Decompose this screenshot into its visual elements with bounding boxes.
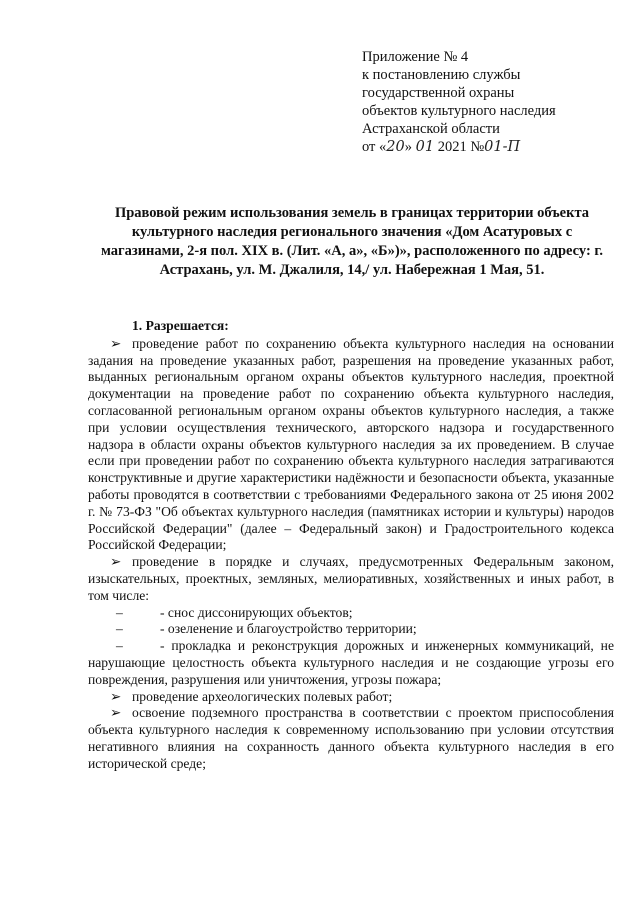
section-heading: 1. Разрешается: [132, 318, 229, 333]
date-year: 2021 № [434, 139, 485, 155]
dash-bullet-icon: – [116, 621, 123, 637]
document-number-handwritten: 01-П [484, 139, 521, 155]
appendix-line: объектов культурного наследия [362, 103, 556, 119]
date-prefix: от « [362, 139, 387, 155]
appendix-block [362, 48, 632, 156]
list-item [88, 689, 614, 706]
date-mid: » [404, 139, 416, 155]
list-item [88, 705, 614, 772]
appendix-line: государственной охраны [362, 85, 515, 101]
sub-list-item-text: - снос диссонирующих объектов; [160, 604, 353, 620]
dash-bullet-icon: – [116, 604, 123, 620]
list-item-text: проведение археологических полевых работ; [132, 688, 393, 704]
document-body [88, 318, 614, 773]
appendix-date-line [362, 138, 632, 156]
appendix-line: к постановлению службы [362, 67, 521, 83]
list-item-text: проведение работ по сохранению объекта культурного наследия на основании задания на проведение указанных работ, разрешения на проведение указанных работ, выданных региональным органом охраны объектов культурного наследия, проектной документации на проведение работ по сохранению объекта культурного наследия, согласованной региональным органом охраны объектов культурного наследия, а также при условии осуществления технического, авторского надзора и государственного надзора в области охраны объектов культурного наследия за их проведением. В случае если при проведении работ по сохранению объекта культурного наследия затрагиваются конструктивные и другие характеристики надёжности и безопасности объекта, указанные работы проводятся в соответствии с требованиями Федерального закона от 25 июня 2002 г. № 73-ФЗ "Об объектах культурного наследия (памятниках истории и культуры) народов Российской Федерации" (далее – Федеральный закон) и Градостроительного кодекса Российской Федерации; [88, 335, 614, 553]
sub-list-item [88, 638, 614, 688]
arrow-bullet-icon: ➢ [110, 554, 122, 570]
sub-list-item-text: - прокладка и реконструкция дорожных и инженерных коммуникаций, не нарушающие целостность объекта культурного наследия и не создающие угрозы его повреждения, разрушения или уничтожения, угрозы пожара; [88, 638, 614, 687]
list-item [88, 554, 614, 604]
list-item [88, 336, 614, 554]
appendix-title: Приложение № 4 [362, 49, 469, 65]
list-item-text: проведение в порядке и случаях, предусмотренных Федеральным законом, изыскательных, проектных, земляных, мелиоративных, хозяйственных и иных работ, в том числе: [88, 554, 614, 603]
document-title: Правовой режим использования земель в границах территории объекта культурного наследия регионального значения «Дом Асатуровых с магазинами, 2-я пол. XIX в. (Лит. «А, а», «Б»)», расположенного по адресу: г. Астрахань, ул. М. Джалиля, 14,/ ул. Набережная 1 Мая, 51. [101, 205, 603, 278]
sub-list-item [88, 621, 614, 638]
date-month-handwritten: 01 [415, 139, 435, 155]
appendix-line: Астраханской области [362, 121, 500, 137]
sub-list-item-text: - озеленение и благоустройство территории; [160, 621, 417, 637]
date-day-handwritten: 20 [386, 139, 405, 155]
sub-list-item [88, 605, 614, 622]
arrow-bullet-icon: ➢ [110, 335, 122, 351]
list-item-text: освоение подземного пространства в соответствии с проектом приспособления объекта культурного наследия к современному использованию при условии отсутствия негативного влияния на сохранность данного объекта культурного наследия в его исторической среде; [88, 705, 614, 771]
dash-bullet-icon: – [116, 638, 123, 654]
arrow-bullet-icon: ➢ [110, 688, 122, 704]
arrow-bullet-icon: ➢ [110, 705, 122, 721]
